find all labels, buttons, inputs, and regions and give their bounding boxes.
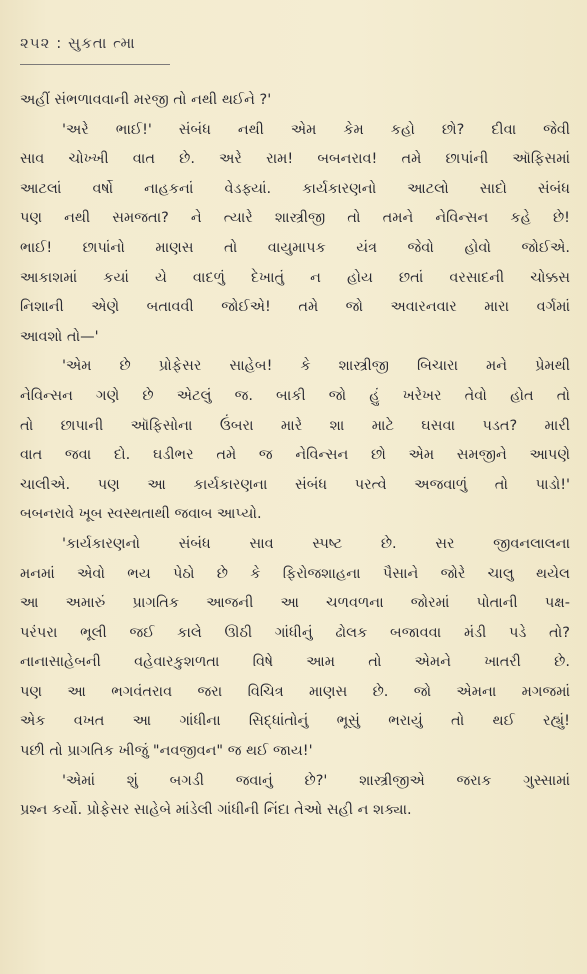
text-line: પ્રશ્ન કર્યો. પ્રોફેસર સાહેબે માંડેલી ગાંધીની નિંદા તેઓ સહી ન શક્યા. [20, 802, 412, 819]
text-line: સાવ ચોખ્ખી વાત છે. અરે રામ! બબનરાવ! તમે છાપાંની ઑફિસમાં [20, 151, 570, 168]
text-line: વાત જવા દો. ઘડીભર તમે જ નેવિન્સન છો એમ સમજીને આપણે [20, 447, 570, 464]
text-line: 'કાર્યકારણનો સંબંધ સાવ સ્પષ્ટ છે. સર જીવનલાલના [62, 535, 570, 552]
running-header: ૨૫૨ : સુકતા ત્મા [20, 34, 136, 52]
text-line: 'અરે ભાઈ!' સંબંધ નથી એમ કેમ કહો છો? દીવા જેવી [62, 121, 570, 138]
text-line: નાનાસાહેબની વહેવારકુશળતા વિષે આમ તો એમને ખાતરી છે. [20, 654, 570, 671]
text-line: પરંપરા ભૂલી જઈ કાલે ઊઠી ગાંધીનું ઢોલક બજાવવા મંડી પડે તો? [20, 624, 570, 641]
text-line: પછી તો પ્રાગતિક ખીજું "નવજીવન" જ થઈ જાય!' [20, 743, 313, 760]
text-line: પણ આ ભગવંતરાવ જરા વિચિત્ર માણસ છે. જો એમના મગજમાં [20, 683, 570, 700]
text-line: બબનરાવે ખૂબ સ્વસ્થતાથી જવાબ આપ્યો. [20, 506, 262, 523]
text-line: 'એમાં શું બગડી જવાનું છે?' શાસ્ત્રીજીએ જરાક ગુસ્સામાં [62, 772, 570, 789]
text-line: આટલાં વર્ષો નાહકનાં વેડફ્યાં. કાર્યકારણનો આટલો સાદો સંબંધ [20, 180, 570, 197]
text-line: એક વખત આ ગાંધીના સિદ્ધાંતોનું ભૂસું ભરાયું તો થઈ રહ્યું! [20, 713, 570, 730]
text-line: 'એમ છે પ્રોફેસર સાહેબ! કે શાસ્ત્રીજી બિચારા મને પ્રેમથી [62, 358, 570, 375]
text-line: અહીં સંભળાવવાની મરજી તો નથી થઈને ?' [20, 92, 272, 108]
text-line: ભાઈ! છાપાંનો માણસ તો વાયુમાપક યંત્ર જેવો હોવો જોઈએ. [20, 239, 570, 256]
text-line: આવશો તો—' [20, 328, 99, 345]
header-rule [20, 58, 170, 65]
text-line: તો છાપાની ઑફિસોના ઉંબરા મારે શા માટે ઘસવા પડત? મારી [20, 417, 570, 434]
text-line: ચાલીએ. પણ આ કાર્યકારણના સંબંધ પરત્વે અજવાળું તો પાડો!' [20, 476, 570, 493]
text-line: આ અમારું પ્રાગતિક આજની આ ચળવળના જોરમાં પોતાની પક્ષ- [20, 595, 570, 612]
text-line: આકાશમાં કયાં યે વાદળું દેખાતું ન હોય છતાં વરસાદની ચોક્કસ [20, 269, 570, 286]
text-line: નિશાની એણે બતાવવી જોઈએ! તમે જો અવારનવાર મારા વર્ગમાં [20, 299, 570, 316]
text-line: નેવિન્સન ગણે છે એટલું જ. બાકી જો હું ખરેખર તેવો હોત તો [20, 387, 570, 404]
body-text [20, 86, 570, 826]
text-line: પણ નથી સમજતા? ને ત્યારે શાસ્ત્રીજી તો તમને નેવિન્સન કહે છે! [20, 210, 570, 227]
text-line: મનમાં એવો ભય પેઠો છે કે ફિરોજશાહના પૈસાને જોરે ચાલુ થયેલ [20, 565, 570, 582]
